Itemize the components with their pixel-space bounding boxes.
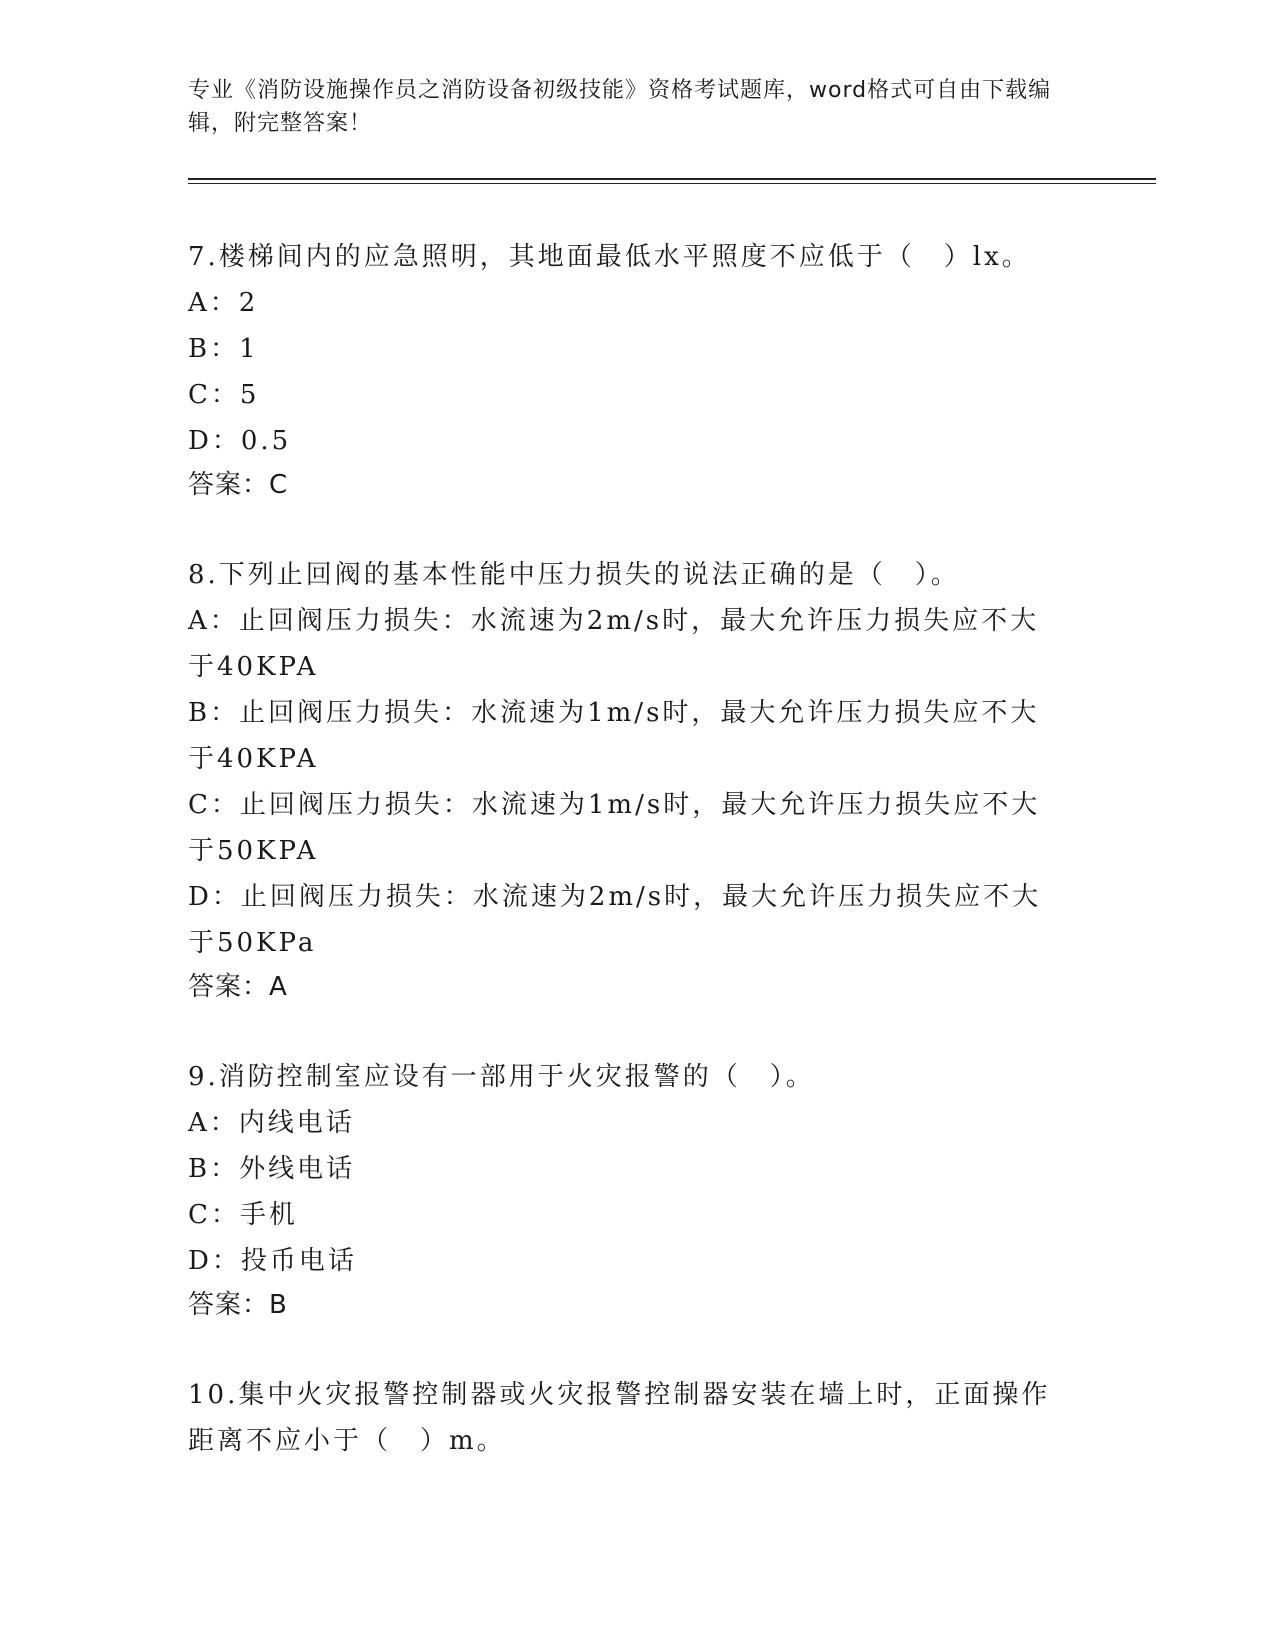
answer-label: 答案：C [188,470,289,500]
question-8 [188,552,1068,1008]
option-c: C：5 [188,380,260,410]
answer-label: 答案：A [188,972,288,1002]
question-stem: 9.消防控制室应设有一部用于火灾报警的（ ）。 [188,1062,815,1092]
header-divider [188,178,1156,184]
option-d: D：0.5 [188,426,292,456]
question-stem: 7.楼梯间内的应急照明，其地面最低水平照度不应低于（ ）lx。 [188,242,1031,272]
question-7 [188,234,1068,506]
option-d: D：止回阀压力损失：水流速为2m/s时，最大允许压力损失应不大于50KPa [188,882,1042,958]
option-c: C：手机 [188,1200,298,1230]
document-header: 专业《消防设施操作员之消防设备初级技能》资格考试题库，word格式可自由下载编辑，附完整答案！ [188,78,1052,136]
question-list [188,234,1068,1510]
option-b: B：止回阀压力损失：水流速为1m/s时，最大允许压力损失应不大于40KPA [188,698,1040,774]
answer-label: 答案：B [188,1290,288,1320]
option-a: A：止回阀压力损失：水流速为2m/s时，最大允许压力损失应不大于40KPA [188,606,1040,682]
question-9 [188,1054,1068,1326]
option-c: C：止回阀压力损失：水流速为1m/s时，最大允许压力损失应不大于50KPA [188,790,1041,866]
option-b: B：外线电话 [188,1154,356,1184]
option-b: B：1 [188,334,259,364]
option-a: A：内线电话 [188,1108,355,1138]
question-stem: 10.集中火灾报警控制器或火灾报警控制器安装在墙上时，正面操作距离不应小于（ ）m。 [188,1380,1051,1456]
question-10 [188,1372,1068,1464]
option-a: A：2 [188,288,259,318]
option-d: D：投币电话 [188,1246,357,1276]
question-stem: 8.下列止回阀的基本性能中压力损失的说法正确的是（ ）。 [188,560,960,590]
